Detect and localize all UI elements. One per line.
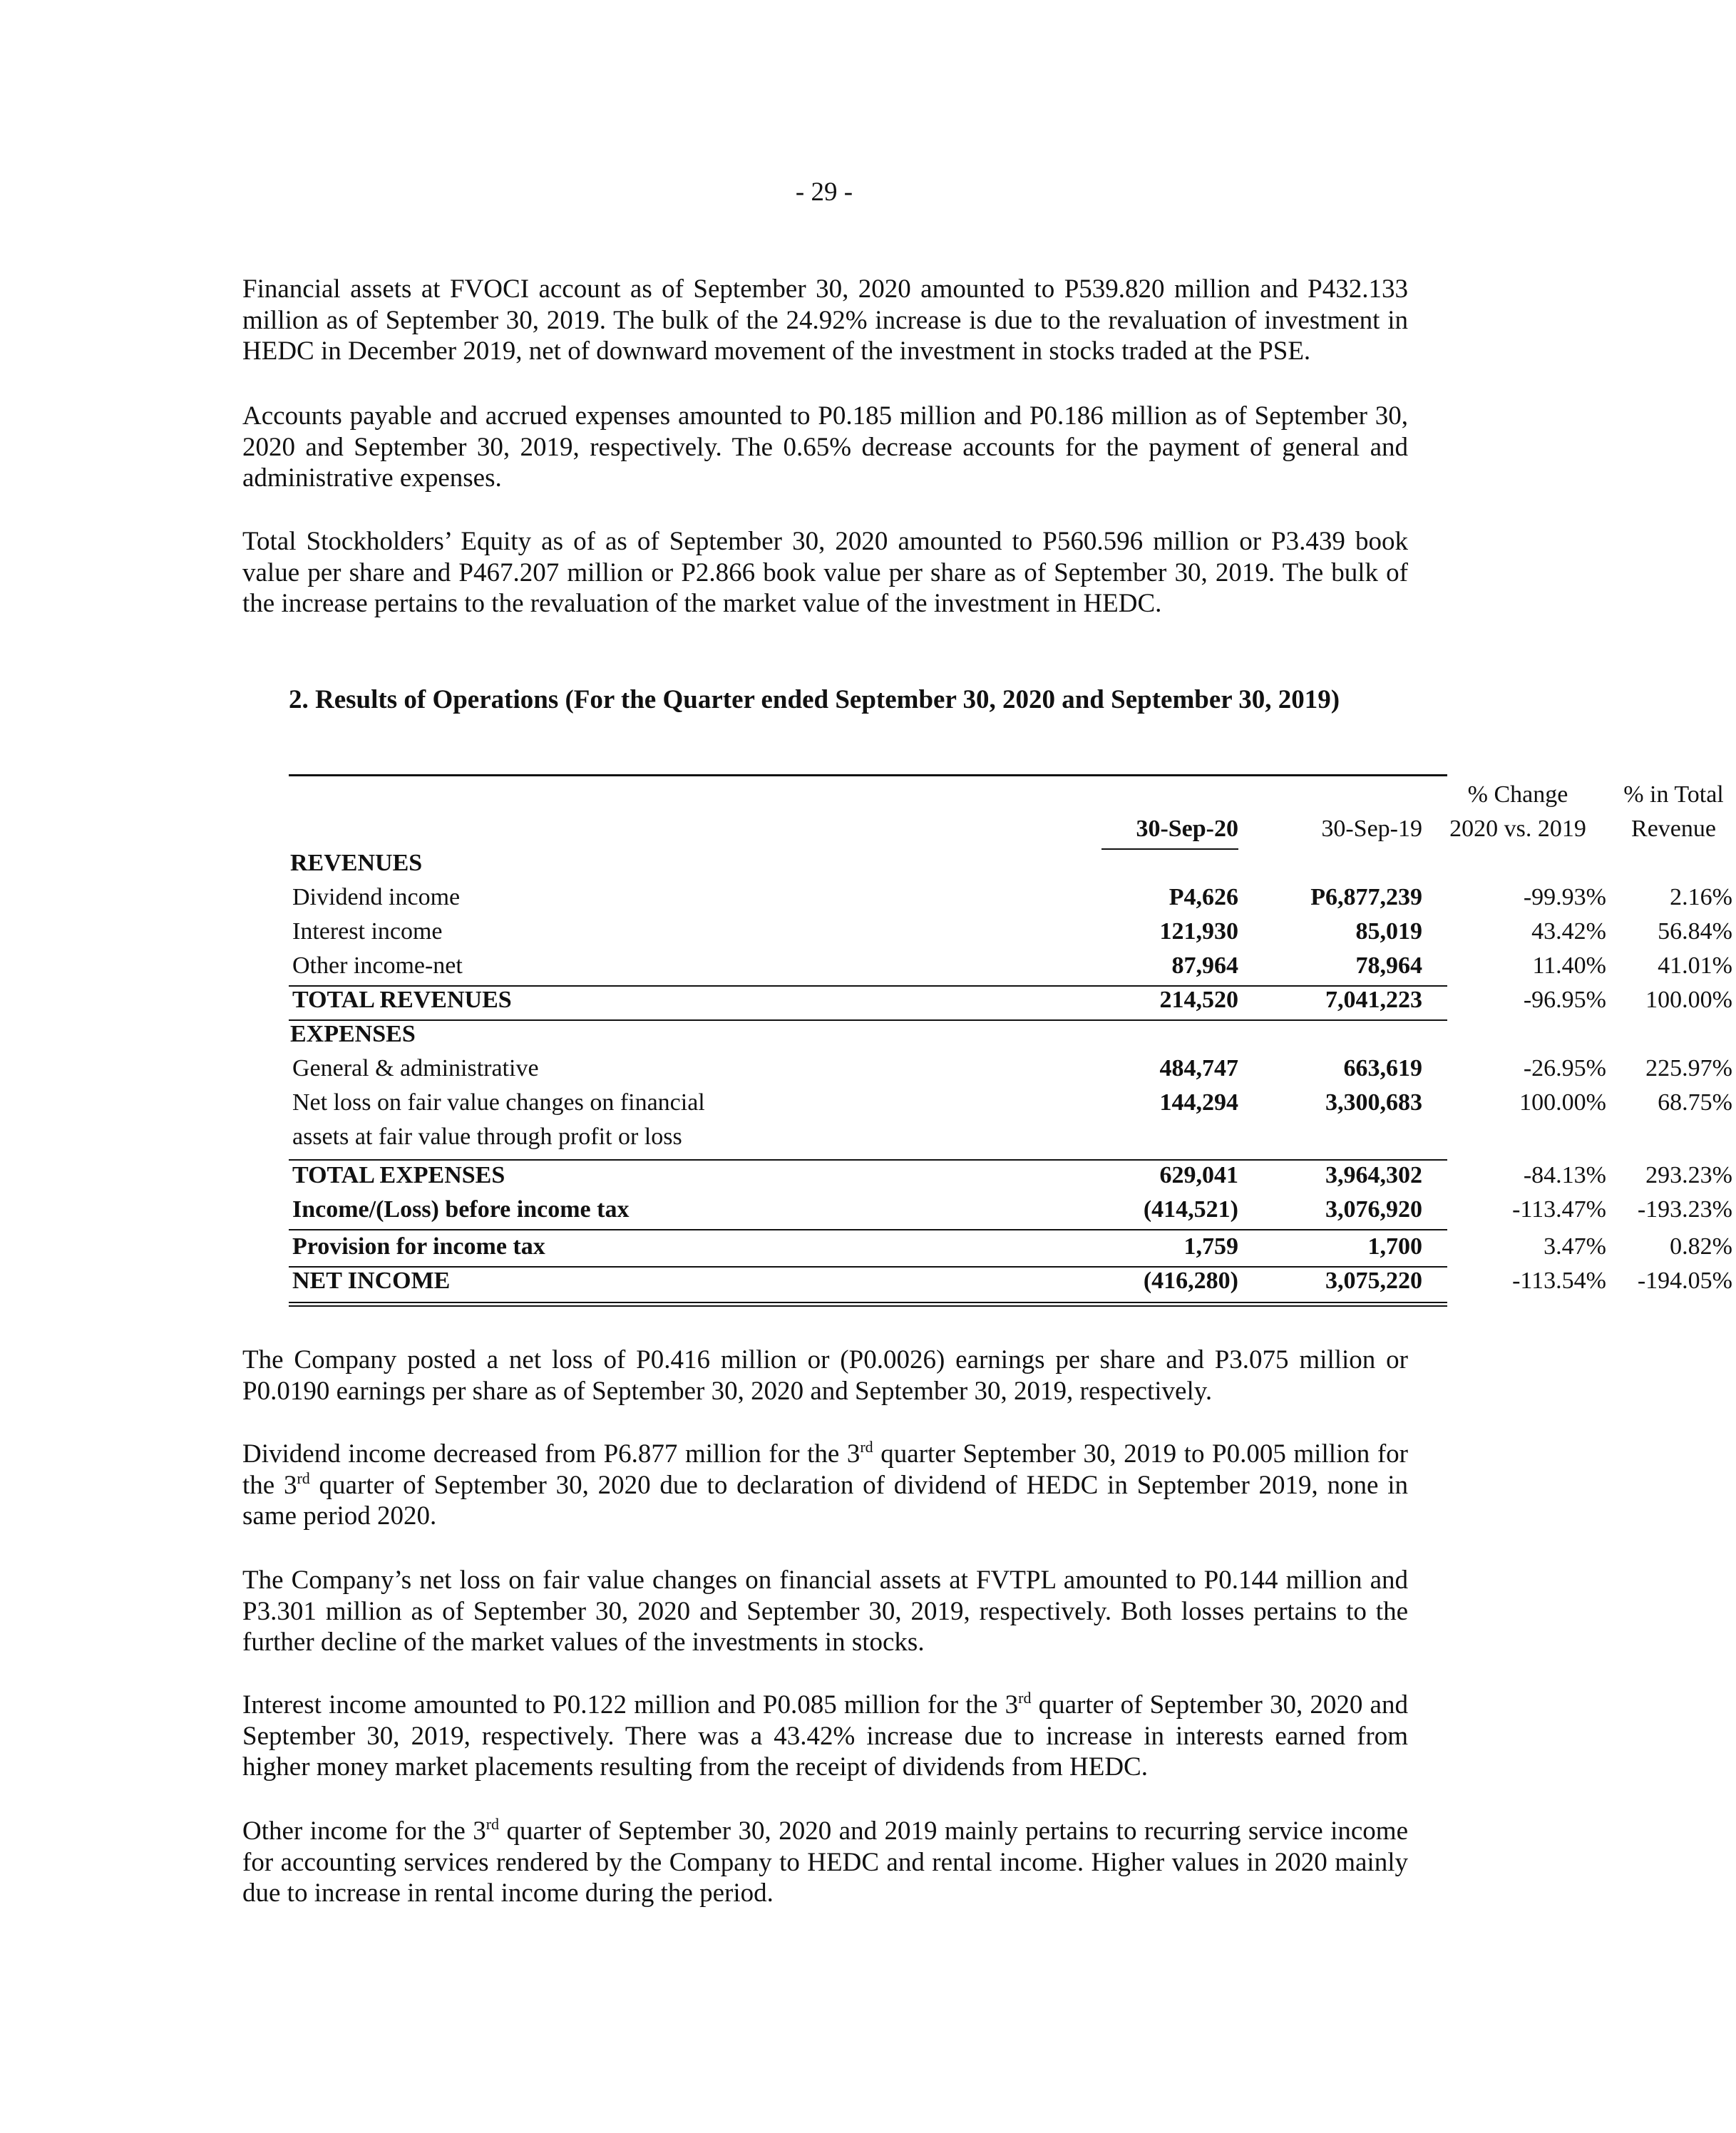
cell: 7,041,223 bbox=[1325, 987, 1422, 1013]
row-rule bbox=[289, 1159, 1447, 1161]
cell: 2.16% bbox=[1670, 884, 1732, 910]
row-label: Net loss on fair value changes on financial bbox=[292, 1089, 705, 1116]
cell: 43.42% bbox=[1531, 918, 1606, 945]
row-label: Other income-net bbox=[292, 952, 463, 979]
cell: 3,300,683 bbox=[1325, 1089, 1422, 1116]
table-row bbox=[289, 884, 1732, 918]
cell: 3,075,220 bbox=[1325, 1268, 1422, 1294]
paragraph-dividend-income: Dividend income decreased from P6.877 million for the 3rd quarter September 30, 2019 to P0.005 million for the 3rd quarter of September 30, 2020 due to declaration of dividend of HEDC in September 2019, none in same period 2020. bbox=[242, 1438, 1409, 1531]
double-rule bbox=[289, 1302, 1447, 1307]
header-30-sep-20: 30-Sep-20 bbox=[1136, 816, 1238, 842]
section-title: 2. Results of Operations (For the Quarter ended September 30, 2020 and September 30, 2019) bbox=[289, 685, 1340, 714]
header-change-line1: % Change bbox=[1467, 781, 1568, 808]
table-row bbox=[289, 1055, 1732, 1089]
cell: (414,521) bbox=[1143, 1196, 1238, 1223]
header-30-sep-19: 30-Sep-19 bbox=[1321, 816, 1422, 842]
cell: 56.84% bbox=[1658, 918, 1732, 945]
row-label: Income/(Loss) before income tax bbox=[292, 1196, 630, 1223]
table-row bbox=[289, 1089, 1732, 1124]
table-row-continuation bbox=[289, 1124, 1447, 1158]
cell: 225.97% bbox=[1645, 1055, 1732, 1081]
cell: -84.13% bbox=[1523, 1162, 1606, 1188]
cell: 100.00% bbox=[1519, 1089, 1606, 1116]
header-total-line2: Revenue bbox=[1631, 816, 1716, 842]
revenues-heading: REVENUES bbox=[290, 850, 423, 876]
cell: -113.54% bbox=[1512, 1268, 1606, 1294]
cell: -26.95% bbox=[1523, 1055, 1606, 1081]
cell: P4,626 bbox=[1169, 884, 1238, 910]
cell: (416,280) bbox=[1143, 1268, 1238, 1294]
table-row-total-expenses bbox=[289, 1162, 1732, 1196]
cell: -193.23% bbox=[1637, 1196, 1732, 1223]
cell: -96.95% bbox=[1523, 987, 1606, 1013]
cell: 1,759 bbox=[1183, 1233, 1238, 1260]
cell: 629,041 bbox=[1159, 1162, 1238, 1188]
paragraph-fair-value-loss: The Company’s net loss on fair value changes on financial assets at FVTPL amounted to P0.144 million and P3.301 million as of September 30, 2020 and September 30, 2019, respectively. Both losses pertains to the further decline of the market values of the investments in stocks. bbox=[242, 1566, 1408, 1657]
revenues-heading-row bbox=[289, 850, 1447, 884]
cell: P6,877,239 bbox=[1310, 884, 1422, 910]
row-label: TOTAL REVENUES bbox=[292, 987, 512, 1013]
row-label: Dividend income bbox=[292, 884, 461, 910]
row-label: NET INCOME bbox=[292, 1268, 451, 1294]
paragraph-stockholders-equity: Total Stockholders’ Equity as of as of September 30, 2020 amounted to P560.596 million or P3.439 book value per share and P467.207 million or P2.866 book value per share as of September 30, 2019. The bulk of the increase pertains to the revaluation of the market value of the investment in HEDC. bbox=[242, 527, 1408, 618]
table-row bbox=[289, 918, 1732, 952]
cell: 87,964 bbox=[1171, 952, 1238, 979]
table-row bbox=[289, 1233, 1732, 1268]
row-label: Interest income bbox=[292, 918, 443, 945]
cell: 293.23% bbox=[1645, 1162, 1732, 1188]
cell: 214,520 bbox=[1159, 987, 1238, 1013]
page-number: - 29 - bbox=[795, 178, 853, 207]
cell: 68.75% bbox=[1658, 1089, 1732, 1116]
paragraph-accounts-payable: Accounts payable and accrued expenses amounted to P0.185 million and P0.186 million as of September 30, 2020 and September 30, 2019, respectively. The 0.65% decrease accounts for the payment of general and administrative expenses. bbox=[242, 401, 1408, 493]
cell: 85,019 bbox=[1355, 918, 1422, 945]
cell: -99.93% bbox=[1523, 884, 1606, 910]
paragraph-fvoci: Financial assets at FVOCI account as of September 30, 2020 amounted to P539.820 million and P432.133 million as of September 30, 2019. The bulk of the 24.92% increase is due to the revaluation of investment in HEDC in December 2019, net of downward movement of the investment in stocks traded at the PSE. bbox=[242, 274, 1408, 366]
header-total-line1: % in Total bbox=[1623, 781, 1724, 808]
cell: 0.82% bbox=[1670, 1233, 1732, 1260]
row-label-continuation: assets at fair value through profit or loss bbox=[292, 1124, 682, 1150]
cell: 663,619 bbox=[1343, 1055, 1422, 1081]
cell: 144,294 bbox=[1159, 1089, 1238, 1116]
cell: 1,700 bbox=[1367, 1233, 1422, 1260]
paragraph-interest-income: Interest income amounted to P0.122 million and P0.085 million for the 3rd quarter of September 30, 2020 and September 30, 2019, respectively. There was a 43.42% increase due to increase in interests earned from higher money market placements resulting from the receipt of dividends from HEDC. bbox=[242, 1689, 1408, 1782]
expenses-heading: EXPENSES bbox=[290, 1021, 416, 1047]
table-row-net-income bbox=[289, 1268, 1732, 1302]
cell: 3,964,302 bbox=[1325, 1162, 1422, 1188]
table-top-rule bbox=[289, 774, 1447, 776]
cell: 121,930 bbox=[1159, 918, 1238, 945]
row-rule bbox=[289, 1229, 1447, 1230]
cell: 484,747 bbox=[1159, 1055, 1238, 1081]
cell: 3.47% bbox=[1544, 1233, 1606, 1260]
table-row bbox=[289, 952, 1732, 987]
row-label: Provision for income tax bbox=[292, 1233, 545, 1260]
row-label: TOTAL EXPENSES bbox=[292, 1162, 505, 1188]
table-row-total-revenues bbox=[289, 987, 1732, 1021]
cell: 11.40% bbox=[1532, 952, 1606, 979]
expenses-heading-row bbox=[289, 1021, 1447, 1055]
cell: 3,076,920 bbox=[1325, 1196, 1422, 1223]
cell: 41.01% bbox=[1658, 952, 1732, 979]
cell: -113.47% bbox=[1512, 1196, 1606, 1223]
paragraph-net-loss: The Company posted a net loss of P0.416 million or (P0.0026) earnings per share and P3.075 million or P0.0190 earnings per share as of September 30, 2020 and September 30, 2019, respectively. bbox=[242, 1345, 1408, 1406]
row-label: General & administrative bbox=[292, 1055, 539, 1081]
cell: -194.05% bbox=[1637, 1268, 1732, 1294]
header-change-line2: 2020 vs. 2019 bbox=[1449, 816, 1586, 842]
cell: 78,964 bbox=[1355, 952, 1422, 979]
cell: 100.00% bbox=[1645, 987, 1732, 1013]
paragraph-other-income: Other income for the 3rd quarter of September 30, 2020 and 2019 mainly pertains to recurring service income for accounting services rendered by the Company to HEDC and rental income. Higher values in 2020 mainly due to increase in rental income during the period. bbox=[242, 1815, 1408, 1908]
table-row bbox=[289, 1196, 1732, 1230]
